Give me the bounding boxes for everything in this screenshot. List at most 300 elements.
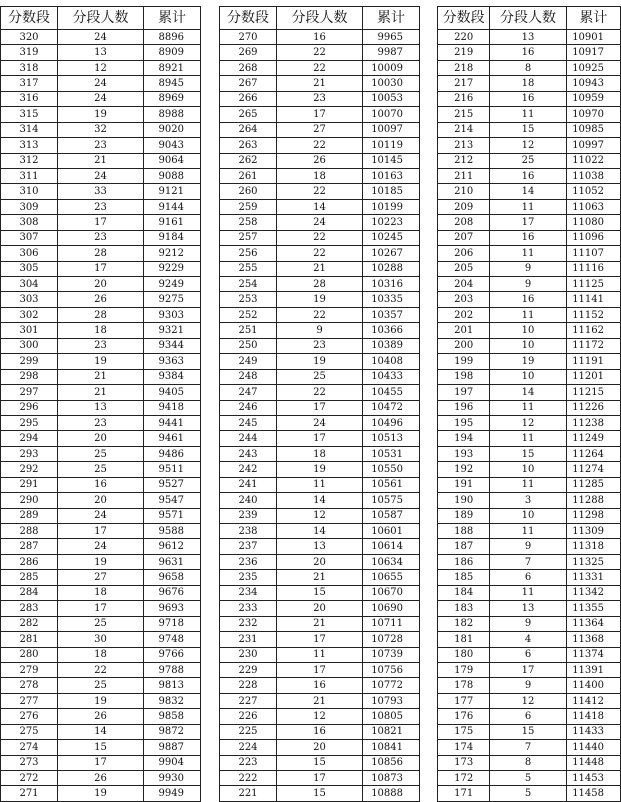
count-cell: 6 <box>490 570 566 585</box>
count-cell: 20 <box>277 601 363 616</box>
cumulative-cell: 11331 <box>566 570 620 585</box>
table-row <box>1 724 201 739</box>
score-cell: 263 <box>220 138 277 153</box>
score-cell: 276 <box>1 709 58 724</box>
cumulative-cell: 10223 <box>363 215 420 230</box>
count-cell: 17 <box>277 107 363 122</box>
cumulative-cell: 11264 <box>566 446 620 461</box>
table-row <box>220 585 420 600</box>
count-cell: 11 <box>277 477 363 492</box>
cumulative-cell: 9043 <box>144 138 201 153</box>
score-cell: 201 <box>438 323 490 338</box>
score-cell: 275 <box>1 724 58 739</box>
table-row <box>1 755 201 770</box>
count-cell: 9 <box>490 616 566 631</box>
count-cell: 14 <box>277 199 363 214</box>
cumulative-cell: 11052 <box>566 184 620 199</box>
cumulative-cell: 9949 <box>144 786 201 801</box>
count-cell: 13 <box>277 539 363 554</box>
cumulative-cell: 10267 <box>363 246 420 261</box>
cumulative-cell: 9788 <box>144 662 201 677</box>
cumulative-cell: 9527 <box>144 477 201 492</box>
cumulative-cell: 9212 <box>144 246 201 261</box>
table-row <box>1 493 201 508</box>
cumulative-cell: 9275 <box>144 292 201 307</box>
count-cell: 20 <box>277 740 363 755</box>
table-row <box>1 230 201 245</box>
score-cell: 177 <box>438 693 490 708</box>
count-cell: 8 <box>490 755 566 770</box>
table-row <box>438 107 621 122</box>
table-row <box>220 307 420 322</box>
table-row <box>1 647 201 662</box>
table-row <box>1 385 201 400</box>
table-row <box>438 45 621 60</box>
score-cell: 265 <box>220 107 277 122</box>
count-cell: 13 <box>58 45 144 60</box>
score-cell: 212 <box>438 153 490 168</box>
table-row <box>220 539 420 554</box>
table-row <box>438 632 621 647</box>
count-cell: 21 <box>58 153 144 168</box>
score-cell: 204 <box>438 277 490 292</box>
score-cell: 180 <box>438 647 490 662</box>
score-cell: 190 <box>438 493 490 508</box>
table-row <box>1 431 201 446</box>
count-cell: 19 <box>58 693 144 708</box>
cumulative-cell: 9121 <box>144 184 201 199</box>
count-cell: 17 <box>277 400 363 415</box>
table-row <box>220 153 420 168</box>
cumulative-cell: 10357 <box>363 307 420 322</box>
count-cell: 25 <box>58 678 144 693</box>
table-row <box>438 215 621 230</box>
table-row <box>438 462 621 477</box>
score-cell: 319 <box>1 45 58 60</box>
cumulative-cell: 10097 <box>363 122 420 137</box>
count-cell: 15 <box>277 786 363 801</box>
score-cell: 289 <box>1 508 58 523</box>
table-row <box>438 307 621 322</box>
count-cell: 25 <box>277 369 363 384</box>
table-row <box>438 199 621 214</box>
count-cell: 12 <box>490 693 566 708</box>
cumulative-cell: 11309 <box>566 524 620 539</box>
score-cell: 294 <box>1 431 58 446</box>
score-cell: 183 <box>438 601 490 616</box>
score-cell: 278 <box>1 678 58 693</box>
score-cell: 214 <box>438 122 490 137</box>
score-cell: 185 <box>438 570 490 585</box>
count-cell: 28 <box>58 307 144 322</box>
count-cell: 11 <box>490 400 566 415</box>
score-table-1 <box>0 6 201 802</box>
table-row <box>438 338 621 353</box>
table-row <box>220 122 420 137</box>
table-row <box>1 30 201 45</box>
count-cell: 17 <box>58 215 144 230</box>
cumulative-cell: 10793 <box>363 693 420 708</box>
table-row <box>438 184 621 199</box>
count-cell: 18 <box>277 446 363 461</box>
header-count: 分段人数 <box>58 7 144 30</box>
cumulative-cell: 9904 <box>144 755 201 770</box>
cumulative-cell: 10030 <box>363 76 420 91</box>
cumulative-cell: 9184 <box>144 230 201 245</box>
cumulative-cell: 10614 <box>363 539 420 554</box>
count-cell: 21 <box>277 693 363 708</box>
cumulative-cell: 11453 <box>566 771 620 786</box>
table-row <box>220 76 420 91</box>
table-row <box>220 261 420 276</box>
cumulative-cell: 9321 <box>144 323 201 338</box>
count-cell: 19 <box>277 462 363 477</box>
score-cell: 199 <box>438 354 490 369</box>
score-cell: 251 <box>220 323 277 338</box>
count-cell: 6 <box>490 709 566 724</box>
cumulative-cell: 11096 <box>566 230 620 245</box>
table-row <box>220 323 420 338</box>
score-cell: 173 <box>438 755 490 770</box>
score-cell: 182 <box>438 616 490 631</box>
cumulative-cell: 9631 <box>144 554 201 569</box>
score-cell: 316 <box>1 91 58 106</box>
score-cell: 281 <box>1 632 58 647</box>
score-cell: 240 <box>220 493 277 508</box>
header-count: 分段人数 <box>277 7 363 30</box>
count-cell: 28 <box>277 277 363 292</box>
count-cell: 23 <box>277 338 363 353</box>
table-row <box>1 338 201 353</box>
cumulative-cell: 11274 <box>566 462 620 477</box>
cumulative-cell: 10690 <box>363 601 420 616</box>
table-row <box>220 215 420 230</box>
score-cell: 304 <box>1 277 58 292</box>
score-cell: 258 <box>220 215 277 230</box>
table-row <box>220 30 420 45</box>
score-cell: 176 <box>438 709 490 724</box>
cumulative-cell: 11342 <box>566 585 620 600</box>
table-row <box>220 524 420 539</box>
table-row <box>220 771 420 786</box>
score-cell: 228 <box>220 678 277 693</box>
cumulative-cell: 11162 <box>566 323 620 338</box>
score-cell: 256 <box>220 246 277 261</box>
score-cell: 306 <box>1 246 58 261</box>
header-score: 分数段 <box>438 7 490 30</box>
score-cell: 222 <box>220 771 277 786</box>
table-row <box>220 493 420 508</box>
count-cell: 16 <box>277 30 363 45</box>
score-cell: 238 <box>220 524 277 539</box>
score-cell: 235 <box>220 570 277 585</box>
table-row <box>1 570 201 585</box>
table-body <box>1 30 201 802</box>
cumulative-cell: 11172 <box>566 338 620 353</box>
cumulative-cell: 10739 <box>363 647 420 662</box>
cumulative-cell: 11391 <box>566 662 620 677</box>
table-row <box>438 168 621 183</box>
score-cell: 279 <box>1 662 58 677</box>
count-cell: 20 <box>58 277 144 292</box>
table-row <box>438 601 621 616</box>
cumulative-cell: 10513 <box>363 431 420 446</box>
cumulative-cell: 9461 <box>144 431 201 446</box>
count-cell: 19 <box>58 554 144 569</box>
count-cell: 12 <box>277 508 363 523</box>
count-cell: 23 <box>58 415 144 430</box>
score-cell: 277 <box>1 693 58 708</box>
count-cell: 19 <box>58 354 144 369</box>
score-cell: 237 <box>220 539 277 554</box>
count-cell: 21 <box>58 369 144 384</box>
cumulative-cell: 11298 <box>566 508 620 523</box>
count-cell: 13 <box>58 400 144 415</box>
cumulative-cell: 11022 <box>566 153 620 168</box>
count-cell: 11 <box>490 246 566 261</box>
count-cell: 27 <box>58 570 144 585</box>
table-row <box>438 60 621 75</box>
table-row <box>1 446 201 461</box>
score-cell: 291 <box>1 477 58 492</box>
count-cell: 22 <box>277 246 363 261</box>
table-row <box>220 755 420 770</box>
table-header <box>438 7 621 30</box>
count-cell: 16 <box>277 724 363 739</box>
table-row <box>438 678 621 693</box>
count-cell: 19 <box>490 354 566 369</box>
score-cell: 205 <box>438 261 490 276</box>
cumulative-cell: 9229 <box>144 261 201 276</box>
table-row <box>1 662 201 677</box>
count-cell: 7 <box>490 740 566 755</box>
cumulative-cell: 11249 <box>566 431 620 446</box>
count-cell: 20 <box>58 493 144 508</box>
score-cell: 179 <box>438 662 490 677</box>
table-row <box>438 91 621 106</box>
score-cell: 227 <box>220 693 277 708</box>
cumulative-cell: 9161 <box>144 215 201 230</box>
cumulative-cell: 10335 <box>363 292 420 307</box>
score-cell: 272 <box>1 771 58 786</box>
table-row <box>1 323 201 338</box>
cumulative-cell: 9965 <box>363 30 420 45</box>
table-row <box>1 601 201 616</box>
table-row <box>220 632 420 647</box>
score-cell: 257 <box>220 230 277 245</box>
score-cell: 311 <box>1 168 58 183</box>
count-cell: 17 <box>277 771 363 786</box>
count-cell: 24 <box>58 91 144 106</box>
table-row <box>438 323 621 338</box>
cumulative-cell: 8969 <box>144 91 201 106</box>
table-row <box>1 740 201 755</box>
cumulative-cell: 9384 <box>144 369 201 384</box>
table-row <box>1 153 201 168</box>
count-cell: 17 <box>277 662 363 677</box>
score-cell: 271 <box>1 786 58 801</box>
header-score: 分数段 <box>220 7 277 30</box>
cumulative-cell: 11215 <box>566 385 620 400</box>
cumulative-cell: 10655 <box>363 570 420 585</box>
count-cell: 11 <box>490 585 566 600</box>
table-row <box>438 230 621 245</box>
cumulative-cell: 9930 <box>144 771 201 786</box>
score-cell: 236 <box>220 554 277 569</box>
cumulative-cell: 9658 <box>144 570 201 585</box>
count-cell: 19 <box>277 354 363 369</box>
table-row <box>438 570 621 585</box>
score-cell: 244 <box>220 431 277 446</box>
table-row <box>220 431 420 446</box>
table-row <box>1 616 201 631</box>
score-cell: 171 <box>438 786 490 801</box>
cumulative-cell: 9486 <box>144 446 201 461</box>
table-body <box>438 30 621 802</box>
cumulative-cell: 11063 <box>566 199 620 214</box>
count-cell: 21 <box>277 76 363 91</box>
score-cell: 208 <box>438 215 490 230</box>
cumulative-cell: 10873 <box>363 771 420 786</box>
cumulative-cell: 11152 <box>566 307 620 322</box>
count-cell: 14 <box>277 524 363 539</box>
count-cell: 26 <box>58 292 144 307</box>
count-cell: 16 <box>490 91 566 106</box>
table-row <box>1 554 201 569</box>
cumulative-cell: 11364 <box>566 616 620 631</box>
cumulative-cell: 11285 <box>566 477 620 492</box>
table-row <box>1 60 201 75</box>
score-cell: 247 <box>220 385 277 400</box>
cumulative-cell: 9813 <box>144 678 201 693</box>
table-row <box>438 446 621 461</box>
cumulative-cell: 10145 <box>363 153 420 168</box>
score-cell: 233 <box>220 601 277 616</box>
score-cell: 198 <box>438 369 490 384</box>
table-row <box>1 199 201 214</box>
count-cell: 23 <box>58 338 144 353</box>
count-cell: 24 <box>58 76 144 91</box>
table-row <box>220 740 420 755</box>
count-cell: 17 <box>58 524 144 539</box>
count-cell: 14 <box>58 724 144 739</box>
count-cell: 12 <box>277 709 363 724</box>
score-cell: 184 <box>438 585 490 600</box>
count-cell: 11 <box>490 107 566 122</box>
table-row <box>438 585 621 600</box>
count-cell: 4 <box>490 632 566 647</box>
cumulative-cell: 10756 <box>363 662 420 677</box>
count-cell: 11 <box>490 431 566 446</box>
table-row <box>220 662 420 677</box>
table-row <box>438 400 621 415</box>
count-cell: 15 <box>490 122 566 137</box>
score-cell: 299 <box>1 354 58 369</box>
table-row <box>1 415 201 430</box>
cumulative-cell: 9064 <box>144 153 201 168</box>
count-cell: 16 <box>490 168 566 183</box>
count-cell: 11 <box>277 647 363 662</box>
count-cell: 21 <box>277 570 363 585</box>
count-cell: 15 <box>490 446 566 461</box>
table-row <box>1 539 201 554</box>
table-row <box>1 369 201 384</box>
score-cell: 287 <box>1 539 58 554</box>
score-cell: 219 <box>438 45 490 60</box>
table-row <box>438 122 621 137</box>
count-cell: 12 <box>490 138 566 153</box>
score-cell: 181 <box>438 632 490 647</box>
cumulative-cell: 10496 <box>363 415 420 430</box>
count-cell: 24 <box>277 215 363 230</box>
cumulative-cell: 10053 <box>363 91 420 106</box>
count-cell: 17 <box>58 601 144 616</box>
cumulative-cell: 10531 <box>363 446 420 461</box>
table-row <box>438 138 621 153</box>
count-cell: 21 <box>277 261 363 276</box>
table-row <box>438 153 621 168</box>
count-cell: 22 <box>277 230 363 245</box>
table-row <box>438 246 621 261</box>
cumulative-cell: 9249 <box>144 277 201 292</box>
score-cell: 303 <box>1 292 58 307</box>
count-cell: 17 <box>277 632 363 647</box>
score-cell: 196 <box>438 400 490 415</box>
score-cell: 178 <box>438 678 490 693</box>
score-cell: 218 <box>438 60 490 75</box>
count-cell: 24 <box>58 30 144 45</box>
table-row <box>438 693 621 708</box>
score-cell: 246 <box>220 400 277 415</box>
score-cell: 202 <box>438 307 490 322</box>
table-row <box>220 246 420 261</box>
table-row <box>438 354 621 369</box>
count-cell: 25 <box>58 446 144 461</box>
count-cell: 5 <box>490 786 566 801</box>
table-row <box>1 585 201 600</box>
table-row <box>438 539 621 554</box>
score-cell: 264 <box>220 122 277 137</box>
table-row <box>220 724 420 739</box>
table-row <box>220 446 420 461</box>
score-cell: 174 <box>438 740 490 755</box>
cumulative-cell: 11448 <box>566 755 620 770</box>
count-cell: 24 <box>58 168 144 183</box>
count-cell: 11 <box>490 477 566 492</box>
score-cell: 197 <box>438 385 490 400</box>
count-cell: 17 <box>490 215 566 230</box>
cumulative-cell: 10670 <box>363 585 420 600</box>
table-row <box>1 277 201 292</box>
score-cell: 175 <box>438 724 490 739</box>
score-cell: 239 <box>220 508 277 523</box>
cumulative-cell: 10199 <box>363 199 420 214</box>
count-cell: 12 <box>490 415 566 430</box>
count-cell: 9 <box>490 539 566 554</box>
count-cell: 15 <box>277 585 363 600</box>
table-row <box>1 122 201 137</box>
cumulative-cell: 11107 <box>566 246 620 261</box>
score-cell: 283 <box>1 601 58 616</box>
score-cell: 267 <box>220 76 277 91</box>
cumulative-cell: 9676 <box>144 585 201 600</box>
cumulative-cell: 9693 <box>144 601 201 616</box>
table-row <box>438 292 621 307</box>
table-row <box>220 786 420 801</box>
header-score: 分数段 <box>1 7 58 30</box>
cumulative-cell: 10634 <box>363 554 420 569</box>
score-cell: 234 <box>220 585 277 600</box>
